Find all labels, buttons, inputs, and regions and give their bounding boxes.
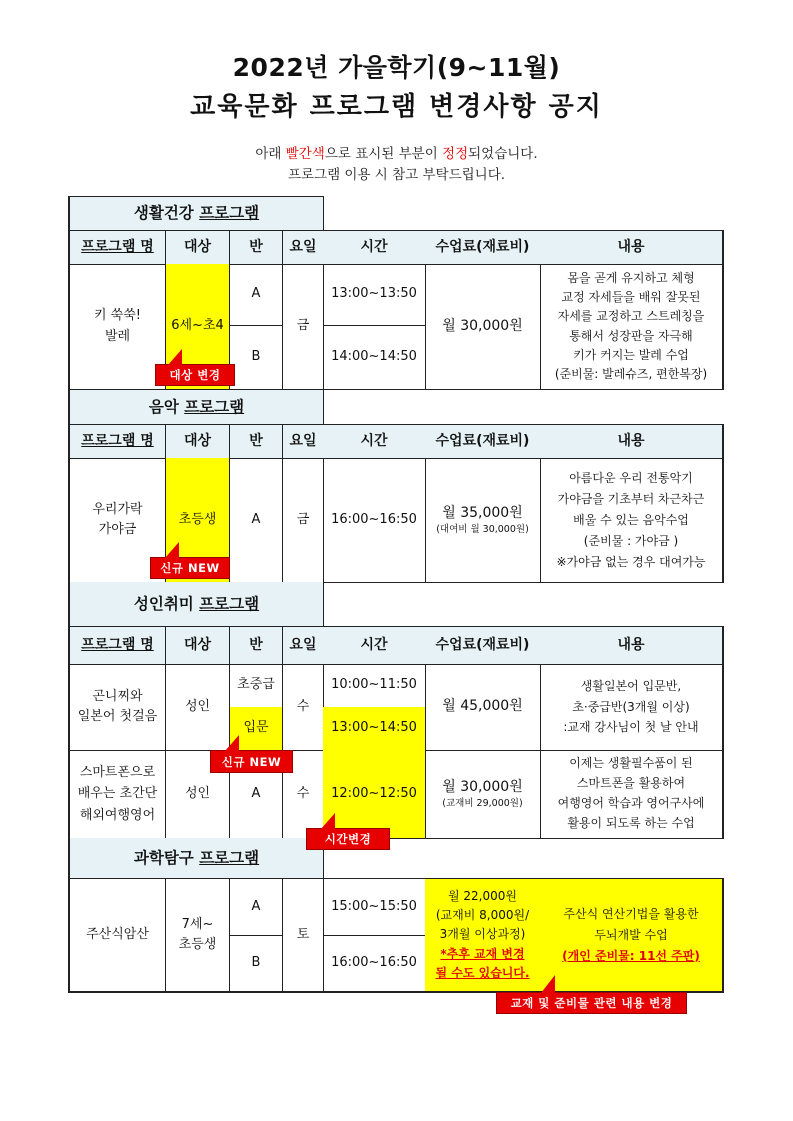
section-title-text: 생활건강 xyxy=(133,204,194,223)
program-time: 14:00~14:50 xyxy=(323,325,426,390)
program-name-line: 일본어 첫걸음 xyxy=(77,709,158,724)
program-day: 금 xyxy=(283,264,324,390)
program-class: 초중급 xyxy=(230,664,283,708)
notice-line2: 프로그램 이용 시 참고 부탁드립니다. xyxy=(287,167,506,183)
content-line: 초·중급반(3개월 이상) xyxy=(572,699,690,714)
program-class: 입문 xyxy=(230,707,283,751)
callout-tail xyxy=(541,975,555,993)
col-header-day: 요일 xyxy=(283,424,324,459)
target-line: 초등생 xyxy=(178,937,217,952)
program-name xyxy=(68,664,166,751)
content-line: 아름다운 우리 전통악기 xyxy=(569,470,693,485)
notice-text: 되었습니다. xyxy=(468,146,538,162)
content-line: (준비물 : 가야금 ) xyxy=(583,533,679,548)
notice-text: 으로 표시된 부분이 xyxy=(324,146,443,162)
col-header-text: 프로그램 명 xyxy=(81,636,154,653)
col-header-time: 시간 xyxy=(323,626,426,665)
program-content xyxy=(540,458,724,583)
page-title-line2: 교육문화 프로그램 변경사항 공지 xyxy=(190,92,603,122)
program-class: A xyxy=(230,750,283,839)
program-time: 16:00~16:50 xyxy=(323,935,426,993)
col-header-target: 대상 xyxy=(166,626,230,665)
notice-red-text: 정정 xyxy=(442,146,469,162)
col-header-target: 대상 xyxy=(166,230,230,265)
program-fee xyxy=(425,750,541,839)
content-change-note: (개인 준비물: 11선 주판) xyxy=(562,948,700,963)
fee-text: 월 30,000원 xyxy=(442,779,523,796)
program-fee xyxy=(425,878,541,993)
program-name: 주산식암산 xyxy=(68,878,166,993)
program-class: A xyxy=(230,878,283,936)
fee-line: 월 22,000원 xyxy=(448,889,517,904)
callout-text: 대상 변경 xyxy=(169,368,221,382)
col-header-name xyxy=(68,626,166,665)
program-name-line: 배우는 초간단 xyxy=(77,786,158,802)
section-title-suffix: 프로그램 xyxy=(199,848,260,867)
col-header-content: 내용 xyxy=(540,626,724,665)
content-line: 교정 자세들을 배워 잘못된 xyxy=(561,290,701,305)
section-title-suffix: 프로그램 xyxy=(199,594,260,613)
content-line: 몸을 곧게 유지하고 체형 xyxy=(567,270,695,285)
program-content xyxy=(540,750,724,839)
content-line: 스마트폰을 활용하여 xyxy=(576,776,686,791)
callout-new-music xyxy=(150,557,230,579)
fee-line: (교재비 8,000원/ xyxy=(435,908,530,923)
section-title-suffix: 프로그램 xyxy=(184,397,245,416)
callout-text: 교재 및 준비물 관련 내용 변경 xyxy=(510,996,673,1010)
program-time: 10:00~11:50 xyxy=(323,664,426,708)
page-title-line1: 2022년 가을학기(9~11월) xyxy=(232,53,561,82)
program-day: 토 xyxy=(283,878,324,993)
content-line: (준비물: 발레슈즈, 편한복장) xyxy=(554,366,708,381)
section-title-text: 성인취미 xyxy=(133,594,194,613)
program-target: 6세~초4 xyxy=(166,264,230,390)
program-content xyxy=(540,264,724,390)
program-time: 15:00~15:50 xyxy=(323,878,426,936)
program-name-line: 해외여행영어 xyxy=(79,807,156,823)
content-line: 주산식 연산기법을 활용한 xyxy=(563,906,699,921)
callout-time-change xyxy=(306,828,390,850)
section-title-text: 과학탐구 xyxy=(133,848,194,867)
content-line: 가야금을 기초부터 차근차근 xyxy=(557,491,705,506)
callout-material-change xyxy=(496,992,687,1014)
program-fee xyxy=(425,458,541,583)
program-target xyxy=(166,878,230,993)
program-name xyxy=(68,750,166,839)
callout-tail xyxy=(165,542,179,558)
program-day: 수 xyxy=(283,750,324,839)
program-class: A xyxy=(230,458,283,583)
col-header-text: 프로그램 명 xyxy=(81,238,154,255)
col-header-day: 요일 xyxy=(283,230,324,265)
callout-text: 신규 NEW xyxy=(160,561,220,575)
program-time: 13:00~14:50 xyxy=(323,707,426,751)
program-target: 성인 xyxy=(166,750,230,839)
notice-text: 아래 xyxy=(255,146,286,162)
program-name-line: 발레 xyxy=(104,328,131,344)
col-header-class: 반 xyxy=(230,230,283,265)
callout-tail xyxy=(168,349,182,365)
content-line: 통해서 성장판을 자극해 xyxy=(569,328,693,343)
callout-new-japanese xyxy=(210,750,293,773)
program-content xyxy=(540,664,724,751)
col-header-content: 내용 xyxy=(540,424,724,459)
fee-change-note: *추후 교재 변경 xyxy=(440,946,525,961)
fee-note: (교재비 29,000원) xyxy=(442,797,523,809)
notice-red-text: 빨간색 xyxy=(285,146,325,162)
program-time: 12:00~12:50 xyxy=(323,750,426,839)
col-header-text: 프로그램 명 xyxy=(81,432,154,449)
content-line: 자세를 교정하고 스트레칭을 xyxy=(557,309,705,324)
section-title-text: 음악 xyxy=(148,397,179,416)
content-line: 두뇌개발 수업 xyxy=(594,927,668,942)
col-header-name xyxy=(68,230,166,265)
content-line: 생활일본어 입문반, xyxy=(580,679,682,694)
program-name-line: 곤니찌와 xyxy=(92,688,143,704)
col-header-class: 반 xyxy=(230,626,283,665)
col-header-fee: 수업료(재료비) xyxy=(425,424,541,459)
section-title-science xyxy=(68,838,324,879)
col-header-time: 시간 xyxy=(323,230,426,265)
col-header-time: 시간 xyxy=(323,424,426,459)
program-name-line: 가야금 xyxy=(98,522,137,537)
section-title-suffix: 프로그램 xyxy=(199,204,260,223)
program-target: 성인 xyxy=(166,664,230,751)
fee-text: 월 35,000원 xyxy=(442,505,523,522)
content-line: 키가 커지는 발레 수업 xyxy=(573,347,689,362)
content-line: 여행영어 학습과 영어구사에 xyxy=(557,796,705,810)
col-header-class: 반 xyxy=(230,424,283,459)
program-day: 수 xyxy=(283,664,324,751)
program-name-line: 키 쑥쑥! xyxy=(93,308,142,324)
callout-target-change xyxy=(155,364,235,386)
fee-note: (대여비 월 30,000원) xyxy=(436,523,529,535)
col-header-content: 내용 xyxy=(540,230,724,265)
program-class: A xyxy=(230,264,283,326)
fee-line: 3개월 이상과정) xyxy=(439,927,526,942)
content-line: ※가야금 없는 경우 대여가능 xyxy=(556,554,706,569)
notice-line1 xyxy=(0,142,793,162)
callout-text: 시간변경 xyxy=(324,832,372,846)
program-class: B xyxy=(230,935,283,993)
program-time: 13:00~13:50 xyxy=(323,264,426,326)
fee-change-note: 될 수도 있습니다. xyxy=(435,965,530,980)
col-header-target: 대상 xyxy=(166,424,230,459)
section-title-health xyxy=(68,196,324,231)
content-line: 이제는 생활필수품이 된 xyxy=(569,756,693,771)
col-header-fee: 수업료(재료비) xyxy=(425,230,541,265)
program-name-line: 우리가락 xyxy=(92,501,143,517)
program-target: 초등생 xyxy=(166,458,230,583)
callout-text: 신규 NEW xyxy=(221,754,282,769)
program-time: 16:00~16:50 xyxy=(323,458,426,583)
section-title-adult-hobby xyxy=(68,582,324,627)
program-class: B xyxy=(230,325,283,390)
section-title-music xyxy=(68,390,324,425)
program-content xyxy=(540,878,724,993)
col-header-day: 요일 xyxy=(283,626,324,665)
col-header-fee: 수업료(재료비) xyxy=(425,626,541,665)
content-line: 배울 수 있는 음악수업 xyxy=(573,512,689,527)
content-line: :교재 강사님이 첫 날 안내 xyxy=(563,720,699,735)
program-fee: 월 45,000원 xyxy=(425,664,541,751)
content-line: 활용이 되도록 하는 수업 xyxy=(567,815,695,830)
program-day: 금 xyxy=(283,458,324,583)
col-header-name xyxy=(68,424,166,459)
target-line: 7세~ xyxy=(181,916,214,932)
program-name-line: 스마트폰으로 xyxy=(79,764,156,780)
program-fee: 월 30,000원 xyxy=(425,264,541,390)
callout-tail xyxy=(321,813,335,829)
callout-tail xyxy=(225,735,239,751)
program-name xyxy=(68,264,166,390)
